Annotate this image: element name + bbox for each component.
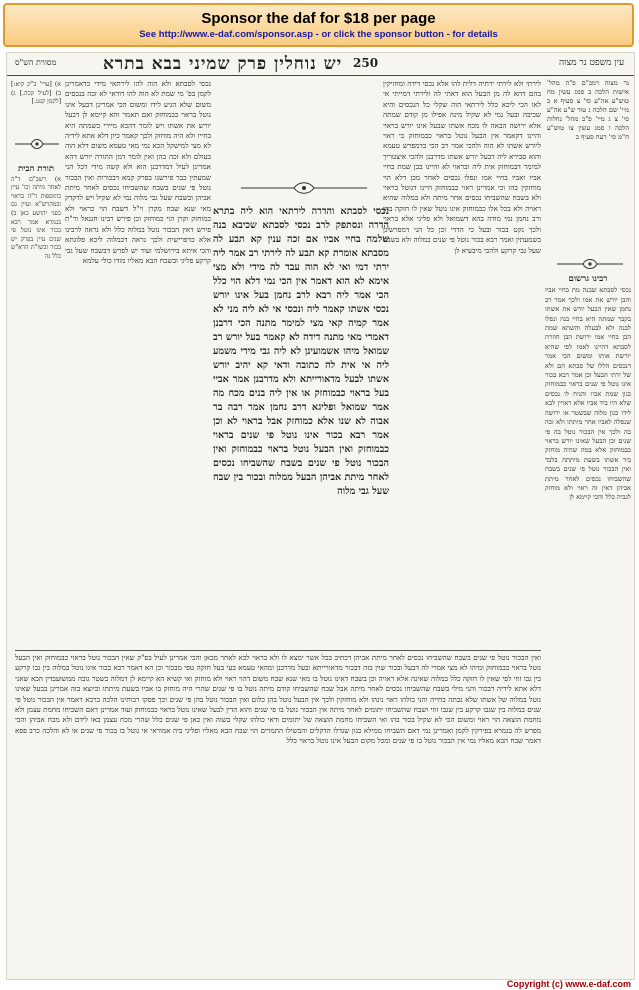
torat-habayit-text: א) רשב"ם ד"ה לאחר מיתה וכו' עיין בתוספות ד"ה בראוי ובמהרש"א ועיין גם בפני יהושע כאן ב) בגמרא אמר רבא בכור אינו נוטל פי שנים עיין בפרק יש בכור ובשו"ת הרא"ש כלל נה	[11, 175, 61, 260]
copyright-link[interactable]: Copyright (c) www.e-daf.com	[506, 979, 631, 989]
torat-habayit-title: תורת הבית	[17, 164, 55, 174]
sponsor-link[interactable]: See http://www.e-daf.com/sponsor.asp - or click the sponsor button - for details	[139, 29, 498, 40]
sponsor-banner[interactable]	[3, 3, 634, 47]
ornament-divider-icon	[555, 257, 625, 271]
torat-habayit-column	[11, 163, 61, 363]
lower-commentary-text: ואין הבכור נוטל פי שנים בשבח שהשביחו נכסים לאחר מיתת אביהן דכתיב בכל אשר ימצא לו ולא בראוי לבא לאחר מכאן והכי אמרינן לעיל בפ"ק שאין הבכור נוטל בראוי כבמוחזק ואין הבעל נוטל בראוי כבמוחזק ומיהו לא מצי אמרי לה דבעל ובכור שוין בזה דבכור מדאורייתא ובעל מדרבנן ומהאי טעמא בעי בעל חזקה טפי מבכור וכן הא דאמר רבא בכור אינו נוטל במלוה בין גבו קרקע בין גבו זוזי לפי שאין לו חזקה כלל במלוה שאינה אלא ראויה וכן בשבח דאינו נוטל בו מאי שנא שבח משום דהוי ראוי ולא מוחזק ואי קשיא הא קיימא לן דמלוה בשטר גובה ממשועבדין הכא שאני דלא אתא לידיה דבכור והני מילי בשבח שהשביחו נכסים לאחר מיתה אבל שבח שהשביחו קודם מיתה נוטל בו פי שנים שהרי היה מוחזק בו אביו בשעת מיתתו וכיוצא בזה אמרינן בבעל שאינו נוטל במלוה של אשתו שלא גבתה בחייה והני כולהו ראוי נינהו ולא מוחזקין ולכך אין הבעל נוטל בהן כלום ואין הבכור נוטל בהן פי שנים וכך פסקו רבותינו הלכה כרבא דאמר אין הבכור נוטל פי שנים במלוה בין שגבו קרקע בין שגבו זוזי ושבח שהשביחו יתומים לאחר מיתה אין הבכור נוטל בו פי שנים והוא הדין לבעל שאינו נוטל בראוי כבמוחזק ועוד אמרינן דאם השביחו מחמת עצמן ולא מחמת הוצאה הוי ראוי ומשום הכי לא שקיל בכור בהו ואי השביחו מחמת הוצאה של יתומים ודאי כולהו שקלי בשוה ואין כאן פי שנים כלל שהרי מכח עצמן באו לידם ולא מכח אביהן והכי מפרש לה בגמרא בפירקין לקמן ואמרינן נמי דאם השביחו ממילא כגון שגדלו הדקלים והבשילו התמרים הוי שבח הבא מאליו ופליגי ביה אמוראי אי נוטל בו בכור פי שנים או לא והלכה כרב פפא דאמר שבח הבא מאליו נמי אין הבכור נוטל בו פי שנים ומכל מקום הבעל אינו נוטל בראוי כלל	[15, 653, 541, 746]
section-divider	[15, 650, 541, 651]
ein-mishpat-title: עין משפט נר מצוה	[559, 58, 625, 68]
header-rule	[7, 75, 634, 76]
page-number: 250	[353, 56, 379, 70]
rashi-text: לירתי ולא לירתי ירתיה דלית להו אלא נכסי דידה ומחזיקין בהם דהא לה מן הבעל הוא דאתי לה ולירתי דמייתי אי לאו הכי ליכא כלל לירתאי הוה שקלי כל הנכסים והיא שכיבה ובעל נמי לא שקיל מינה אפילו מן קודם שמתה אלא ירושה הבאה לו מכח אשתו שבעל אינו יורש בראוי והיינו דקאמר אין הבעל נוטל בראוי כבמוחזק כי ראוי ליורש אשתו לא הוה ולהכי אמר רב הכי כדמפרש טעמא והוא סבירא ליה דבעל יורש אשתו מדרבנן ולהכי איצטריך למימר דבמוחזק אית ליה ובראוי לא והיינו בבן שמת בחיי אביו ואביו בחיי אמו ונפלו נכסים לאחר מכן דלא הוי מוחזקין בהו וכי אמרינן ראוי כבמוחזק היינו דנוטל בראוי ולא בשבח שהשביחו נכסים אחר מיתה ולא במלוה שהיא ראויה ולא בכל אלו כבמוחזק אינו נוטל שאין לו חזקה בהן ורב נחמן נמי מודה בהא דשמואל ולא פליגי אלא בראוי ולכך נקט בכור ובעל כי הדדי וכן כל הני דמפרשינן בשמעתין ואמר רבא בכור נוטל פי שנים במלוה ולא בשבח שעל גבי קרקע ולהכי מיבעיא לן	[383, 79, 541, 255]
ein-mishpat-text: נר מצוה רמב"ם פ"ה מהל' אישות הלכה ב סמג עשין מח טוש"ע אה"ע סי' צ סעיף א ב מיי' שם הלכה ג טור ש"ע אה"ע סי' צ ג מיי' פ"ב מהל' נחלות הלכה ו סמג עשין צו טוש"ע ח"מ סי' רעח סעיף ב	[547, 79, 629, 141]
mesoret-title: מסורת הש"ס	[15, 58, 57, 67]
rabbeinu-gershom-text: נכסי לסבתא שבנה מת בחיי אביו והבן יורש את אמו ולכך אמר רב נחמן שאין הבעל יורש את אשתו בקבר שמתה היא בחיי בנה ונפלו לבנה ולא לבעלה והשתא שמת הבן בחיי אמו ירושת הבן חוזרת לסבתא דהיינו לאמו לפי שהיא יורשת אותו ומשום הכי אמר דנכסים הללו של סבתא הם ולא של ירתי הבעל וכן אמר רבא בכור אינו נוטל פי שנים בראוי כבמוחזק כגון שמת אביו והניח לו נכסים שלא היו ביד אביו אלא ראויין לבא לידו כגון מלוה שבשטר או ירושה שנפלה לאביו אחר מיתתו ולא זכה בה ולכך אין הבכור נוטל בה פי שנים וכן הבעל שאינו יורש בראוי כבמוחזק אלא במה שהיה מוחזק ביד אשתו בשעת מיתתה בלבד ואין הבכור נוטל פי שנים בשבח שהשביחו נכסים לאחר מיתת אביהן דאין זה ראוי ולא מוחזק לגביה כלל והכי קיימא לן	[545, 286, 631, 502]
rabbeinu-gershom-title: רבינו גרשום	[568, 274, 608, 284]
lower-commentary-block	[15, 653, 541, 973]
chapter-title: יש נוחלין פרק שמיני בבא בתרא	[103, 54, 343, 74]
page-header	[7, 53, 634, 75]
mesoret-text: א) [ערי' ב"ק קיא:] ב) [לעיל קכה.] ג) [לקמן קנט.]	[11, 81, 61, 106]
tosafot-text: נכסי לסבתא ולא הוה להו לירתאי מידי כדאמרינן לקמן בפ' מי שמת לא הוה להו דודאי לא זכה בנכסים משום שלא הגיע לידו ומשום הכי אמרינן דבעל אינו נוטל בראוי כבמוחזק ואם תאמר והא קיימא לן דבעל יורש את אשתו ויש לומר דהכא מיירי כשמתה היא בחייו ולא היה מוחזק ולכך קאמר כיון דלא אתא לידיה לא מצי למישקל הכא נמי מאי טעמא משום דלא הוה בעולם ולא זכה בהן ואין לומר דמן התורה יורש דהא אמרינן לעיל דמדרבנן הוא ולא קשה מידי דכל הני שמעתין כבר פירשנו בפרק קמא דבכורות ואין הבכור נוטל פי שנים בשבח שהשביחו נכסים לאחר מיתת אביהן ובשבח שעל גבי מלוה נמי לא שקיל ויש לדקדק מאי שנא שבח מקרן וי"ל דשבח הוי כראוי ולא כמוחזק וקרן הוי כמוחזק וכן פירש רבינו חננאל ור"ת פירש דאין הבכור נוטל במלוה כלל ולא נראה לרבינו אלא כדפרישית ולכך נראה דבמלוה ליכא פלוגתא והכי איתא בירושלמי ועוד יש לפרש דבשבח שעל גבי קרקע פליגי ובשבח הבא מאליו מודו כולי עלמא	[65, 79, 211, 265]
gemara-text-block	[213, 205, 389, 497]
rabbeinu-gershom-column	[545, 273, 631, 963]
ein-mishpat-column	[547, 79, 629, 259]
ornament-divider-icon	[13, 137, 61, 151]
sponsor-title: Sponsor the daf for $18 per page	[201, 10, 436, 27]
rashi-column	[383, 79, 541, 649]
talmud-page	[6, 52, 635, 980]
mesoret-hashas-column	[11, 81, 61, 107]
gemara-text: נכסי לסבתא והדרה לירתאי הוא ליה בתרא הדרה ונסתפק לרב נכסי לסבתא שכיבא בנה שלמה בחיי אביו אם זכה ענין קא תבע לה מסבתא אומרת קא תבע לה לירתי רב אמר ליה ירתי דמי ואי לא הוה עבד לה מידי ולא מצי אימא לא הוא דאמר אין הכי נמי דלא הוי כלל הכי אמר ליה רבא לרב נחמן בעל אינו יורש נכסי אשתו קאמר ליה ונכסי אי לא ליה מני לא אמר קמיה קאי מצי למימר מתנה הכי דרבנן דאמרי מאי מתנה דידה לא קאמר בעל יורש רב שמואל מיהו אשמועינן לא ליה גבי מידי משמע ליה אי אית לה כתובה ודאי קא יהיב יורש אשתו לבעל מדאורייתא ולא מדרבנן אמר אביי בעל בראוי כבמוחזק או אין ליה בנים מכח מה אמר שמואל ופליגא דרב נחמן אמר רבה בר אבוה לא שנו אלא כמוחזק אבל בראוי לא וכן אמר רבא בכור אינו נוטל פי שנים בראוי כבמוחזק ואין הבעל נוטל בראוי כבמוחזק ואין הבכור נוטל פי שנים בשבח שהשביחו נכסים לאחר מיתת אביהן הבעל ממלוה ובכור בין שבח שעל גבי מלוה	[213, 206, 389, 497]
ornament-divider-icon	[239, 181, 369, 195]
tosafot-column	[65, 79, 211, 649]
